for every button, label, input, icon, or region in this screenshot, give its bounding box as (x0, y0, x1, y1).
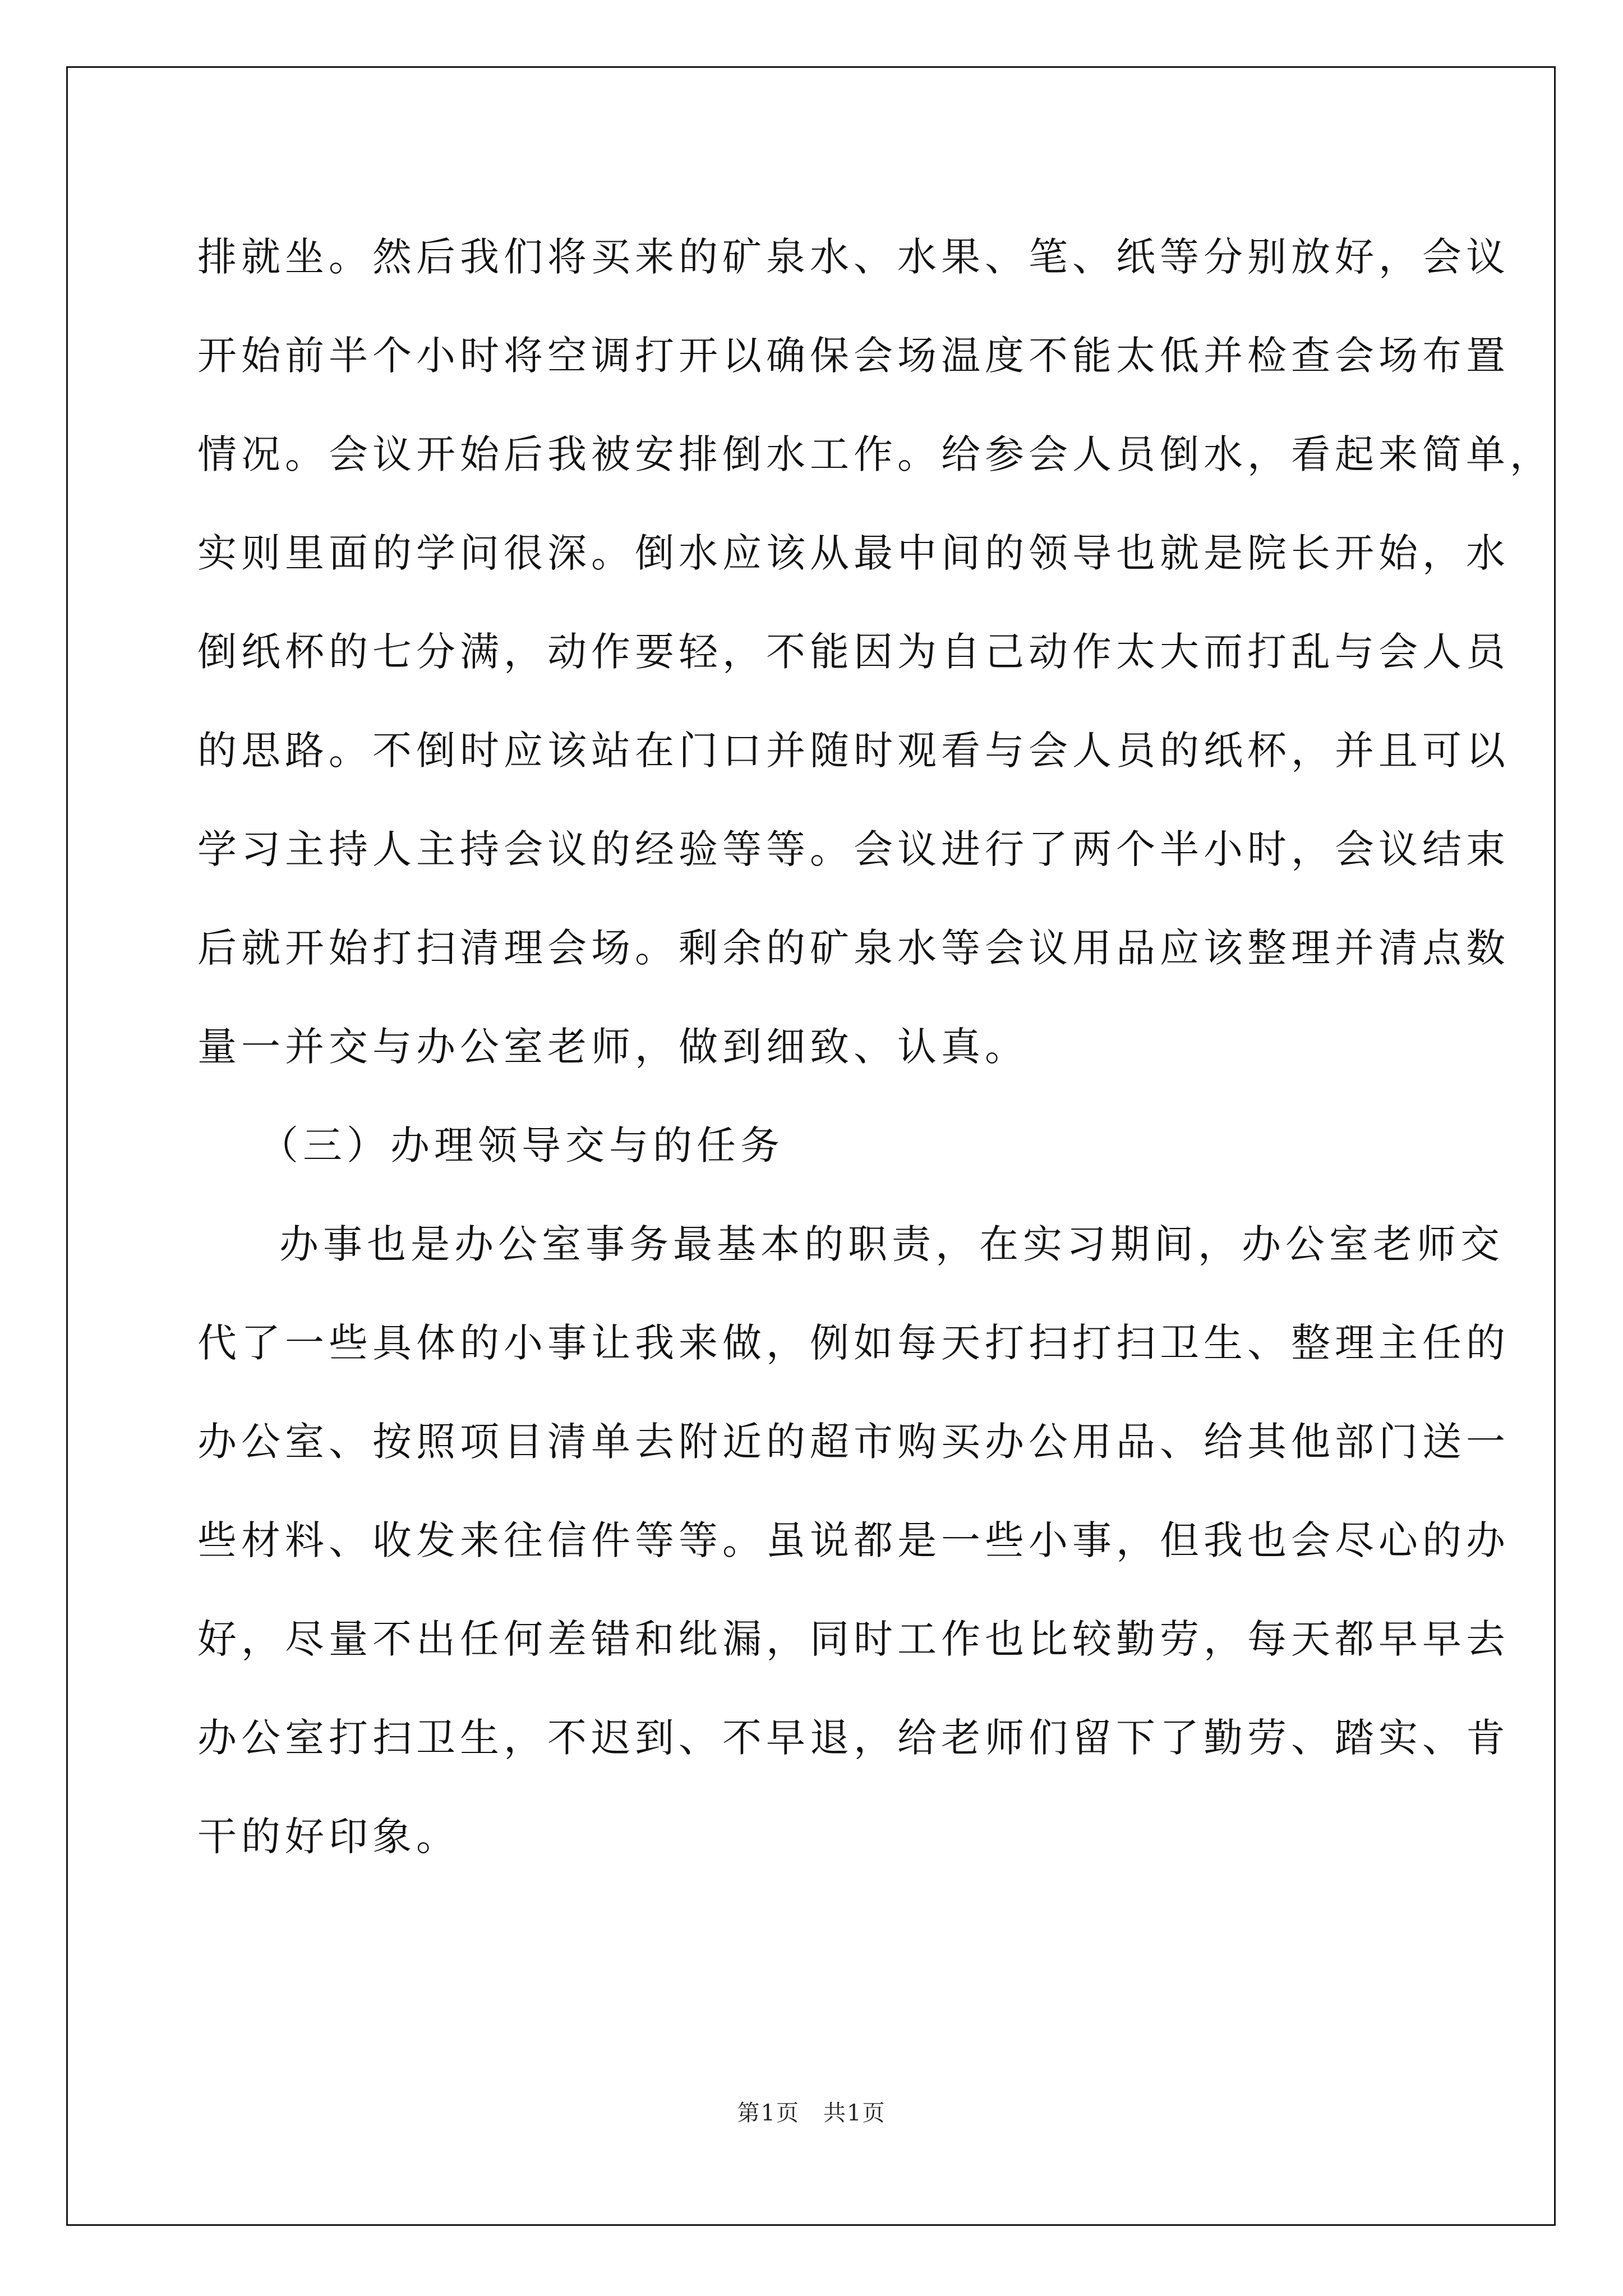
text-line: 后就开始打扫清理会场。剩余的矿泉水等会议用品应该整理并清点数 (197, 925, 1510, 971)
text-line: 些材料、收发来往信件等等。虽说都是一些小事，但我也会尽心的办 (197, 1517, 1510, 1563)
text-line: 实则里面的学问很深。倒水应该从最中间的领导也就是院长开始，水 (197, 530, 1510, 576)
text-line: 好，尽量不出任何差错和纰漏，同时工作也比较勤劳，每天都早早去 (197, 1616, 1510, 1662)
document-body (197, 208, 1553, 1886)
text-line: 学习主持人主持会议的经验等等。会议进行了两个半小时，会议结束 (197, 826, 1510, 872)
text-line: 办公室打扫卫生，不迟到、不早退，给老师们留下了勤劳、踏实、肯 (197, 1715, 1510, 1761)
page-number-footer: 第1页 共1页 (737, 2100, 886, 2126)
text-line: 倒纸杯的七分满，动作要轻，不能因为自己动作太大而打乱与会人员 (197, 629, 1510, 675)
text-line: 代了一些具体的小事让我来做，例如每天打扫打扫卫生、整理主任的 (197, 1320, 1510, 1366)
text-line: 量一并交与办公室老师，做到细致、认真。 (197, 1024, 1029, 1070)
text-line: 干的好印象。 (197, 1814, 460, 1860)
section-heading: （三）办理领导交与的任务 (259, 1122, 784, 1168)
text-line: 开始前半个小时将空调打开以确保会场温度不能太低并检查会场布置 (197, 333, 1510, 379)
text-line: 排就坐。然后我们将买来的矿泉水、水果、笔、纸等分别放好，会议 (197, 234, 1510, 280)
text-line: 情况。会议开始后我被安排倒水工作。给参会人员倒水，看起来简单， (197, 431, 1553, 477)
paragraph-first-line: 办事也是办公室事务最基本的职责，在实习期间，办公室老师交 (279, 1221, 1504, 1267)
text-line: 办公室、按照项目清单去附近的超市购买办公用品、给其他部门送一 (197, 1419, 1510, 1465)
text-line: 的思路。不倒时应该站在门口并随时观看与会人员的纸杯，并且可以 (197, 728, 1510, 774)
